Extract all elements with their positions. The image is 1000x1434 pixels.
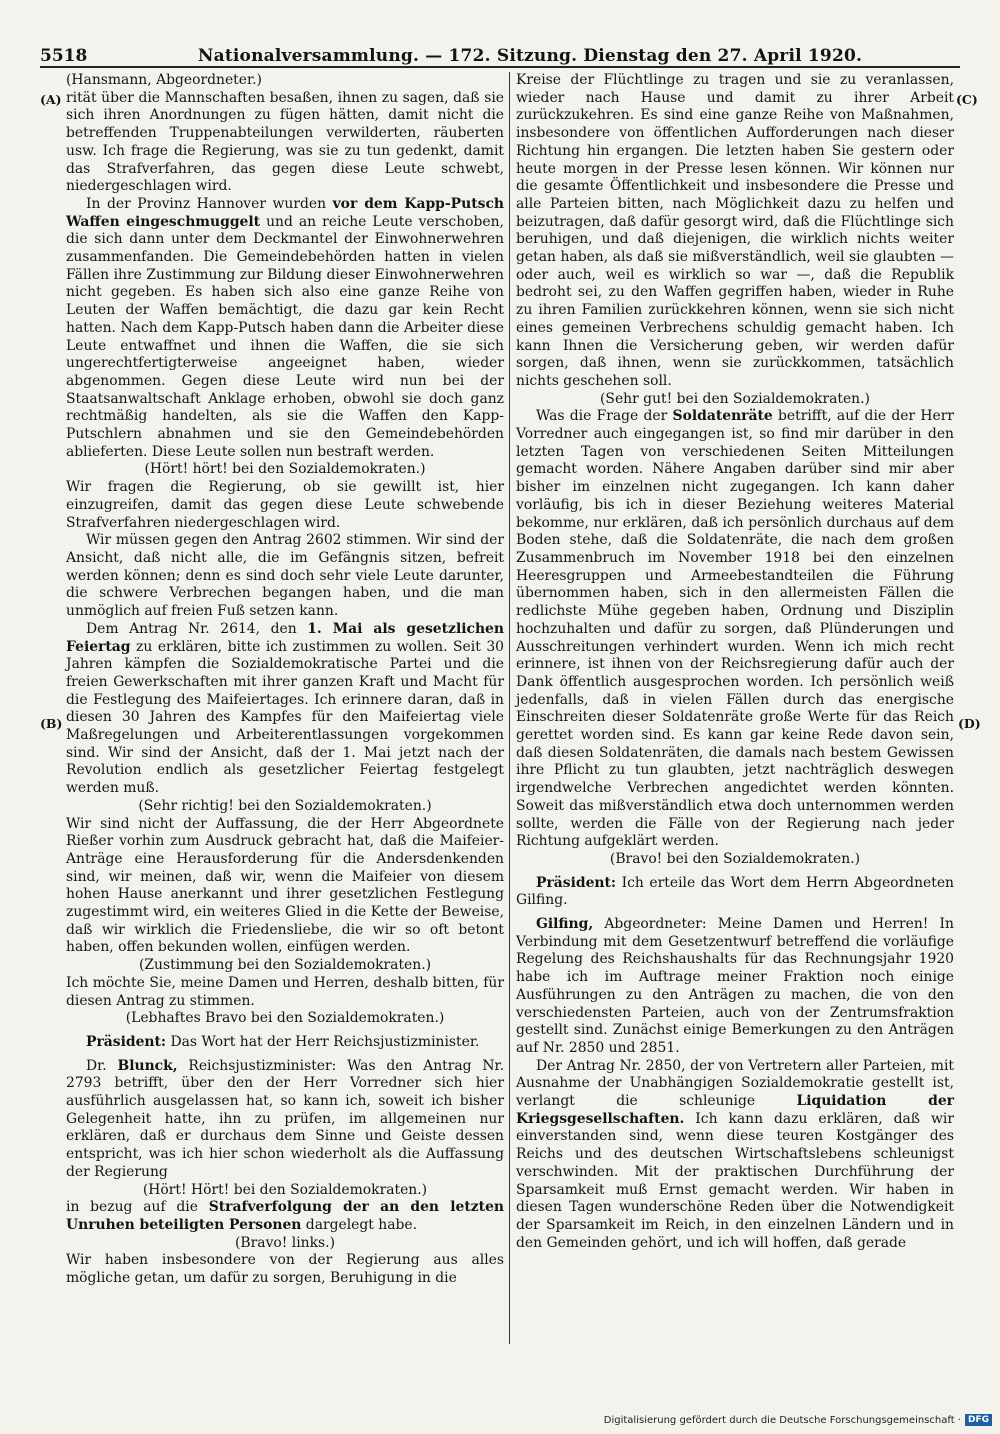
paragraph: in bezug auf die Strafverfolgung der an den letzten Unruhen beteiligten Personen dargelegt habe. [66, 1199, 504, 1233]
speaker-paragraph: Präsident: Ich erteile das Wort dem Herrn Abgeordneten Gilfing. [516, 874, 954, 909]
speaker-paragraph: Präsident: Das Wort hat der Herr Reichsjustizminister. [86, 1033, 480, 1050]
paragraph: In der Provinz Hannover wurden vor dem Kapp-Putsch Waffen eingeschmuggelt und an reiche Leute verschoben, die sich dann unter dem Deckmantel der Einwohnerwehren zusammenfanden. Die Gemeindebehörden hatten in vielen Fällen ihre Zustimmung zur Bildung dieser Einwohnerwehren nicht gegeben. Es haben sich also eine ganze Reihe von Leuten der Waffen bemächtigt, die dazu gar kein Recht hatten. Nach dem Kapp-Putsch haben dann die Arbeiter diese Leute entwaffnet und ihnen die Waffen, die sie sich ungerechtfertigterweise angeeignet haben, wieder abgenommen. Gegen diese Leute wird nun bei der Staatsanwaltschaft Anklage erhoben, obwohl sie doch ganz rechtmäßig handelten, als sie die Waffen den Kapp-Putschlern abnahmen und sie den Gemeindebehörden ablieferten. Diese Leute sollen nun bestraft werden. [66, 195, 504, 460]
right-column [516, 72, 954, 1252]
paragraph: Was die Frage der Soldatenräte betrifft, auf die der Herr Vorredner auch eingegangen ist, so find mir darüber in den letzten Tagen von verschiedenen Seiten Mitteilungen gemacht worden. Nähere Angaben darüber sind mir aber bisher im einzelnen nicht zugegangen. Ich kann daher vorläufig, bis ich in dieser Beziehung weiteres Material bekomme, nur erklären, daß ich persönlich durchaus auf dem Boden stehe, daß die Soldatenräte, die nach dem großen Zusammenbruch im November 1918 bei den einzelnen Heeresgruppen und Armeebestandteilen die Führung übernommen haben, sich in den allermeisten Fällen die redlichste Mühe gegeben haben, Ordnung und Disziplin hochzuhalten und dafür zu sorgen, daß Plünderungen und Ausschreitungen verhindert wurden. Wenn ich mich recht erinnere, ist ihnen von der Reichsregierung dafür auch der Dank öffentlich ausgesprochen worden. Ich persönlich weiß jedenfalls, daß in vielen Fällen durch das energische Einschreiten dieser Soldatenräte große Werte für das Reich gerettet worden sind. Es kann gar keine Rede davon sein, daß diesen Soldatenräten, die damals nach bestem Gewissen ihre Pflicht zu tun glaubten, jetzt nachträglich deswegen irgendwelche Verbrechen angedichtet werden könnten. Soweit das mißverständlich etwa doch unternommen werden sollte, werden die Fälle von der Regierung nach jeder Richtung aufgeklärt werden. [516, 408, 955, 850]
paragraph: Wir sind nicht der Auffassung, die der Herr Abgeordnete Rießer vorhin zum Ausdruck gebracht hat, daß die Maifeier-Anträge eine Herausforderung für die Andersdenkenden sind, wir meinen, daß wir, wenn die Maifeier von diesem hohen Hause anerkannt und ihrer gesetzlichen Festlegung zugestimmt wird, ein weiteres Glied in die Kette der Beweise, daß wir wirklich die Friedensliebe, die wir so oft betont haben, offen bekunden wollen, einfügen werden. [66, 815, 504, 956]
interjection: (Sehr richtig! bei den Sozialdemokraten.) [138, 797, 432, 814]
paragraph: Wir müssen gegen den Antrag 2602 stimmen. Wir sind der Ansicht, daß nicht alle, die im Gefängnis sitzen, befreit werden können; denn es sind doch sehr viele Leute darunter, die schwere Verbrechen begangen haben, und die man unmöglich auf freien Fuß setzen kann. [66, 532, 504, 620]
margin-marker-b: (B) [40, 716, 63, 731]
interjection: (Hört! Hört! bei den Sozialdemokraten.) [142, 1181, 428, 1198]
paragraph: Wir haben insbesondere von der Regierung aus alles mögliche getan, um dafür zu sorgen, Beruhigung in die [66, 1252, 504, 1287]
paragraph: Kreise der Flüchtlinge zu tragen und sie zu veranlassen, wieder nach Hause und damit zu ihrer Arbeit zurückzukehren. Es sind eine ganze Reihe von Maßnahmen, insbesondere von öffentlichen Aufforderungen nach dieser Richtung hin ergangen. Die letzten haben Sie gestern oder heute morgen in der Presse lesen können. Wir können nur die gesamte Öffentlichkeit und insbesondere die Presse und alle Parteien bitten, nach Möglichkeit dazu zu helfen und beizutragen, daß dafür gesorgt wird, daß die Flüchtlinge sich beruhigen, und daß diejenigen, die wirklich nichts weiter getan haben, als daß sie mißverständlich, weil sie glaubten — oder auch, weil es wirklich so war —, daß die Republik bedroht sei, zu den Waffen gegriffen haben, wieder in Ruhe zu ihren Familien zurückkehren können, wenn sie sich nicht eines gemeinen Verbrechens schuldig gemacht haben. Ich kann Ihnen die Versicherung geben, wir werden dafür sorgen, daß ihnen, wenn sie zurückkommen, tatsächlich nichts geschehen soll. [516, 72, 954, 389]
footer-credit [604, 1414, 992, 1426]
dfg-logo: DFG [965, 1414, 992, 1426]
page-header [40, 40, 960, 68]
speaker-note: (Hansmann, Abgeordneter.) [66, 72, 262, 88]
page-number: 5518 [40, 46, 88, 66]
interjection: (Bravo! bei den Sozialdemokraten.) [609, 850, 861, 867]
speaker-paragraph: Dr. Blunck, Reichsjustizminister: Was den Antrag Nr. 2793 betrifft, über den der Herr Vorredner sich hier ausführlich ausgelassen hat, so kann ich, soweit ich bisher Gelegenheit hatte, ihn zu prüfen, im allgemeinen nur erklären, daß er durchaus dem Sinne und Geiste dessen entspricht, was ich hier schon wiederholt als die Auffassung der Regierung [66, 1057, 505, 1180]
interjection: (Hört! hört! bei den Sozialdemokraten.) [144, 461, 426, 478]
footer-text: Digitalisierung gefördert durch die Deutsche Forschungsgemeinschaft · [603, 1414, 961, 1426]
interjection: (Bravo! links.) [235, 1234, 335, 1251]
speaker-paragraph: Gilfing, Abgeordneter: Meine Damen und Herren! In Verbindung mit dem Gesetzentwurf betreffend die vorläufige Regelung des Reichshaushalts für das Rechnungsjahr 1920 habe ich im Auftrage meiner Fraktion noch einige Ausführungen zu den Anträgen zu machen, die von den verschiedensten Parteien, auch von der Zentrumsfraktion gestellt sind. Zunächst einige Bemerkungen zu den Anträgen auf Nr. 2850 und 2851. [516, 916, 954, 1056]
running-title: Nationalversammlung. — 172. Sitzung. Dienstag den 27. April 1920. [197, 46, 863, 66]
paragraph: rität über die Mannschaften besaßen, ihnen zu sagen, daß sie sich ihren Anordnungen zu fügen hätten, damit nicht die betreffenden Truppenabteilungen verwilderten, räuberten usw. Ich frage die Regierung, was sie zu tun gedenkt, damit das Strafverfahren, das gegen diese Leute schwebt, niedergeschlagen wird. [66, 89, 504, 195]
interjection: (Zustimmung bei den Sozialdemokraten.) [138, 957, 432, 974]
margin-marker-c: (C) [956, 92, 978, 107]
margin-marker-d: (D) [958, 716, 981, 731]
interjection: (Lebhaftes Bravo bei den Sozialdemokraten.) [125, 1010, 445, 1027]
paragraph: Der Antrag Nr. 2850, der von Vertretern aller Parteien, mit Ausnahme der Unabhängigen Sozialdemokratie gestellt ist, verlangt die schleunige Liquidation der Kriegsgesellschaften. Ich kann dazu erklären, daß wir einverstanden sind, wenn diese teuren Kostgänger des Reichs und des deutschen Wirtschaftslebens schleunigst verschwinden. Mit der praktischen Durchführung der Sparsamkeit muß Ernst gemacht werden. Wir haben in diesen Tagen wunderschöne Reden über die Notwendigkeit der Sparsamkeit im Reich, in den einzelnen Ländern und in den Gemeinden gehört, und ich will hoffen, daß gerade [516, 1057, 955, 1251]
interjection: (Sehr gut! bei den Sozialdemokraten.) [600, 390, 870, 407]
margin-marker-a: (A) [40, 92, 62, 107]
left-column [66, 72, 504, 1288]
paragraph: Dem Antrag Nr. 2614, den 1. Mai als gesetzlichen Feiertag zu erklären, bitte ich zustimmen zu wollen. Seit 30 Jahren kämpfen die Sozialdemokratische Partei und die freien Gewerkschaften mit ihrer ganzen Kraft und Macht für die Festlegung des Maifeiertages. Ich erinnere daran, daß in diesen 30 Jahren des Kampfes für den Maifeiertag viele Maßregelungen und Arbeiterentlassungen vorgekommen sind. Wir sind der Ansicht, daß der 1. Mai jetzt nach der Revolution endlich als gesetzlicher Feiertag festgelegt werden muß. [66, 620, 504, 797]
column-divider [509, 72, 510, 1344]
paragraph: Wir fragen die Regierung, ob sie gewillt ist, hier einzugreifen, damit das gegen diese Leute schwebende Strafverfahren niedergeschlagen wird. [66, 479, 504, 531]
paragraph: Ich möchte Sie, meine Damen und Herren, deshalb bitten, für diesen Antrag zu stimmen. [66, 974, 504, 1009]
